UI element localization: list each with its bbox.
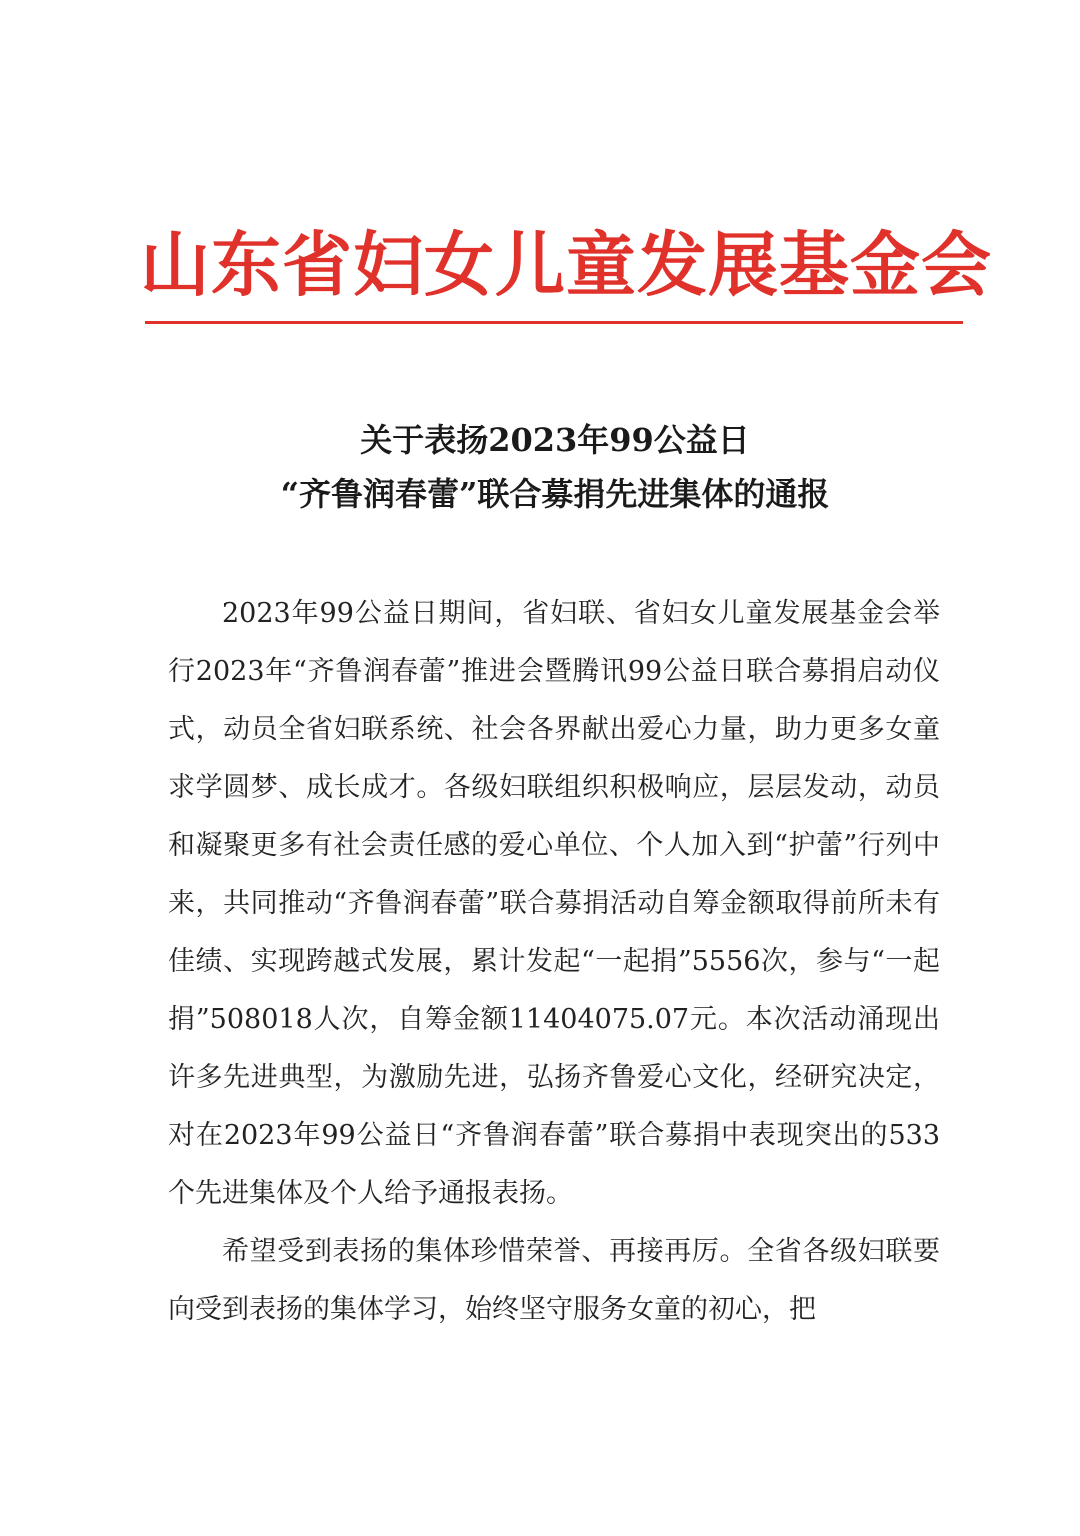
body-paragraph-2: 希望受到表扬的集体珍惜荣誉、再接再厉。全省各级妇联要向受到表扬的集体学习，始终坚守服务女童的初心，把	[168, 1236, 940, 1325]
letterhead-red-rule	[145, 321, 963, 324]
document-title-line-1: 关于表扬2023年99公益日	[360, 421, 750, 459]
document-title	[140, 413, 970, 521]
letterhead-org-name: 山东省妇女儿童发展基金会	[140, 223, 992, 306]
body-paragraph-1: 2023年99公益日期间，省妇联、省妇女儿童发展基金会举行2023年“齐鲁润春蕾”推进会暨腾讯99公益日联合募捐启动仪式，动员全省妇联系统、社会各界献出爱心力量，助力更多女童求学圆梦、成长成才。各级妇联组织积极响应，层层发动，动员和凝聚更多有社会责任感的爱心单位、个人加入到“护蕾”行列中来，共同推动“齐鲁润春蕾”联合募捐活动自筹金额取得前所未有佳绩、实现跨越式发展，累计发起“一起捐”5556次，参与“一起捐”508018人次，自筹金额11404075.07元。本次活动涌现出许多先进典型，为激励先进，弘扬齐鲁爱心文化，经研究决定，对在2023年99公益日“齐鲁润春蕾”联合募捐中表现突出的533个先进集体及个人给予通报表扬。	[168, 598, 940, 1209]
document-title-line-2: “齐鲁润春蕾”联合募捐先进集体的通报	[280, 475, 830, 513]
document-body	[168, 585, 940, 1339]
